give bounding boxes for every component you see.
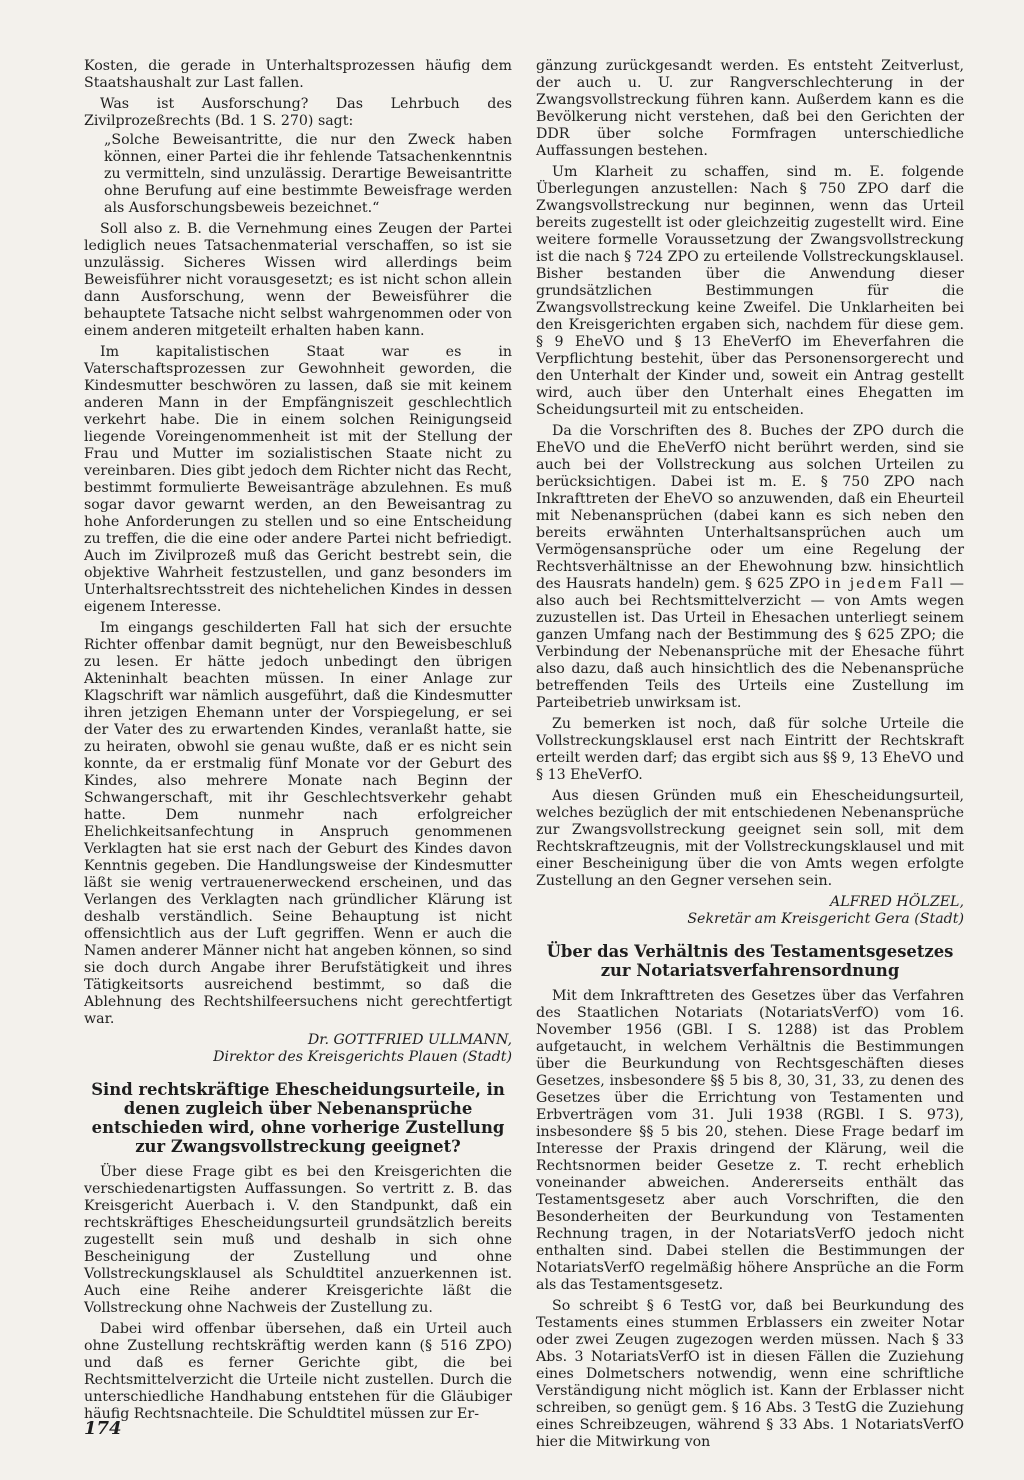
paragraph: Was ist Ausforschung? Das Lehrbuch des Zivilprozeßrechts (Bd. 1 S. 270) sagt: xyxy=(84,96,512,129)
text-run: — also auch bei Rechtsmittelverzicht — von Amts wegen zuzustellen ist. Das Urteil in Ehesachen unterliegt seinem ganzen Umfang nach der Bestimmung des § 625 ZPO; die Verbindung der Nebenansprüche mit der Ehesache führt also dazu, daß auch hinsichtlich des die Nebenansprüche betreffenden Teils des Urteils eine Zustellung im Parteibetrieb unwirksam ist. xyxy=(536,576,964,711)
paragraph: Im eingangs geschilderten Fall hat sich der ersuchte Richter offenbar damit begnügt, nur den Beweisbeschluß zu lesen. Er hätte jedoch unbedingt den übrigen Akteninhalt beachten müssen. In einer Anlage zur Klagschrift war nämlich ausgeführt, daß die Kindesmutter ihren jetzigen Ehemann unter der Vorspiegelung, er sei der Vater des zu erwartenden Kindes, veranlaßt hatte, sie zu heiraten, obwohl sie genau wußte, daß er es nicht sein konnte, da er erstmalig fünf Monate vor der Geburt des Kindes, also mehrere Monate nach Beginn der Schwangerschaft, mit ihr Geschlechtsverkehr gehabt hatte. Dem nunmehr nach erfolgreicher Ehelichkeitsanfechtung in Anspruch genommenen Verklagten hat sie erst nach der Geburt des Kindes davon Kenntnis gegeben. Die Handlungsweise der Kindesmutter läßt sie wenig vertrauenerweckend erscheinen, und das Verlangen des Verklagten nach gründlicher Klärung ist deshalb verständlich. Seine Behauptung ist nicht offensichtlich aus der Luft gegriffen. Wenn er auch die Namen anderer Männer nicht hat angeben können, so sind sie doch durch Angabe ihrer Berufstätigkeit und ihres Tätigkeitsorts ausreichend bestimmt, so daß die Ablehnung des Rechtshilfeersuchens nicht gerechtfertigt war. xyxy=(84,620,512,1027)
page-number: 174 xyxy=(84,1418,122,1439)
paragraph: Im kapitalistischen Staat war es in Vaterschaftsprozessen zur Gewohnheit geworden, die Kindesmutter beschwören zu lassen, daß sie mit keinem anderen Mann in der Empfängniszeit geschlechtlich verkehrt habe. Die in einem solchen Reinigungseid liegende Voreingenommenheit ist mit der Stellung der Frau und Mutter im sozialistischen Staate nicht zu vereinbaren. Dies gibt jedoch dem Richter nicht das Recht, bestimmt formulierte Beweisanträge abzulehnen. Es muß sogar davor gewarnt werden, an den Beweisantrag zu hohe Anforderungen zu stellen und so eine Entscheidung zu treffen, die die eine oder andere Partei nicht befriedigt. Auch im Zivilprozeß muß das Gericht bestrebt sein, die objektive Wahrheit festzustellen, und ganz besonders im Unterhaltsrechtsstreit des nichtehelichen Kindes in dessen eigenem Interesse. xyxy=(84,344,512,615)
author-name: Dr. GOTTFRIED ULLMANN, xyxy=(307,1032,512,1048)
right-column xyxy=(536,58,964,1451)
article-heading: Sind rechtskräftige Ehescheidungsurteile, in denen zugleich über Nebenansprüche entschieden wird, ohne vorherige Zustellung zur Zwangsvollstreckung geeignet? xyxy=(91,1080,505,1156)
paragraph: So schreibt § 6 TestG vor, daß bei Beurkundung des Testaments eines stummen Erblassers ein zweiter Notar oder zwei Zeugen zugezogen werden müssen. Nach § 33 Abs. 3 NotariatsVerfO ist in diesen Fällen die Zuziehung eines Dolmetschers notwendig, wenn eine schriftliche Verständigung nicht möglich ist. Kann der Erblasser nicht schreiben, so genügt gem. § 16 Abs. 3 TestG die Zuziehung eines Schreibzeugen, während § 33 Abs. 1 NotariatsVerfO hier die Mitwirkung von xyxy=(536,1298,964,1450)
paragraph: Aus diesen Gründen muß ein Ehescheidungsurteil, welches bezüglich der mit entschiedenen Nebenansprüche zur Zwangsvollstreckung geeignet sein soll, mit dem Rechtskraftzeugnis, mit der Vollstreckungsklausel und mit einer Bescheinigung über die von Amts wegen erfolgte Zustellung an den Gegner versehen sein. xyxy=(536,788,964,889)
block-quote: „Solche Beweisantritte, die nur den Zweck haben können, einer Partei die ihr fehlende Tatsachenkenntnis zu vermitteln, sind unzulässig. Derartige Beweisantritte ohne Berufung auf eine bestimmte Beweisfrage werden als Ausforschungsbeweis bezeichnet.“ xyxy=(104,132,512,216)
article-heading: Über das Verhältnis des Testamentsgesetzes zur Notariatsverfahrensordnung xyxy=(546,942,954,980)
paragraph: Zu bemerken ist noch, daß für solche Urteile die Vollstreckungsklausel erst nach Eintritt der Rechtskraft erteilt werden darf; das ergibt sich aus §§ 9, 13 EheVO und § 13 EheVerfO. xyxy=(536,716,964,783)
paragraph: Soll also z. B. die Vernehmung eines Zeugen der Partei lediglich neues Tatsachenmaterial verschaffen, so ist sie unzulässig. Sicheres Wissen wird allerdings beim Beweisführer nicht vorausgesetzt; es ist nicht schon allein dann Ausforschung, wenn der Beweisführer die behauptete Tatsache nicht selbst wahrgenommen oder von einem anderen mitgeteilt erhalten haben kann. xyxy=(84,221,512,339)
paragraph: Um Klarheit zu schaffen, sind m. E. folgende Überlegungen anzustellen: Nach § 750 ZPO darf die Zwangsvollstreckung nur beginnen, wenn das Urteil bereits zugestellt ist oder gleichzeitig zugestellt wird. Eine weitere formelle Voraussetzung der Zwangsvollstreckung ist die nach § 724 ZPO zu erteilende Vollstreckungsklausel. Bisher bestanden über die Anwendung dieser grundsätzlichen Bestimmungen für die Zwangsvollstreckung keine Zweifel. Die Unklarheiten bei den Kreisgerichten ergaben sich, nachdem für diese gem. § 9 EheVO und § 13 EheVerfO im Eheverfahren die Verpflichtung bestehit, über das Personensorgerecht und den Unterhalt der Kinder und, soweit ein Antrag gestellt wird, auch über den Unterhalt eines Ehegatten im Scheidungsurteil mit zu entscheiden. xyxy=(536,164,964,418)
paragraph: Mit dem Inkrafttreten des Gesetzes über das Verfahren des Staatlichen Notariats (NotariatsVerfO) vom 16. November 1956 (GBl. I S. 1288) ist das Problem aufgetaucht, in welchem Verhältnis die Bestimmungen über die Beurkundung von Rechtsgeschäften dieses Gesetzes, insbesondere §§ 5 bis 8, 30, 31, 33, zu denen des Gesetzes über die Errichtung von Testamenten und Erbverträgen vom 31. Juli 1938 (RGBl. I S. 973), insbesondere §§ 5 bis 20, stehen. Diese Frage bedarf im Interesse der Praxis dringend der Klärung, weil die Rechtsnormen beider Gesetze z. T. recht erheblich voneinander abweichen. Andererseits enthält das Testamentsgesetz aber auch Vorschriften, die den Besonderheiten der Beurkundung von Testamenten Rechnung tragen, in der NotariatsVerfO jedoch nicht enthalten sind. Dabei stellen die Bestimmungen der NotariatsVerfO regelmäßig höhere Ansprüche an die Form als das Testamentsgesetz. xyxy=(536,988,964,1293)
signature-block xyxy=(536,894,964,928)
paragraph: gänzung zurückgesandt werden. Es entsteht Zeitverlust, der auch u. U. zur Rangverschlechterung in der Zwangsvollstreckung führen kann. Außerdem kann es die Bevölkerung nicht verstehen, daß bei den Gerichten der DDR über solche Formfragen unterschiedliche Auffassungen bestehen. xyxy=(536,58,964,159)
left-column xyxy=(84,58,512,1423)
paragraph: Kosten, die gerade in Unterhaltsprozessen häufig dem Staatshaushalt zur Last fallen. xyxy=(84,58,512,91)
text-run: Da die Vorschriften des 8. Buches der ZPO durch die EheVO und die EheVerfO nicht berührt werden, sind sie auch bei der Vollstreckung aus solchen Urteilen zu berücksichtigen. Dabei ist m. E. § 750 ZPO nach Inkrafttreten der EheVO so anzuwenden, daß ein Eheurteil mit Nebenansprüchen (dabei kann es sich neben den bereits erwähnten Unterhaltsansprüchen auch um Vermögensansprüche oder um eine Regelung der Rechtsverhältnisse an der Ehewohnung bzw. hinsichtlich des Hausrats handeln) gem. § 625 ZPO xyxy=(536,423,964,592)
author-title: Direktor des Kreisgerichts Plauen (Stadt) xyxy=(213,1049,512,1065)
paragraph: Dabei wird offenbar übersehen, daß ein Urteil auch ohne Zustellung rechtskräftig werden kann (§ 516 ZPO) und daß es ferner Gerichte gibt, die bei Rechtsmittelverzicht die Urteile nicht zustellen. Durch die unterschiedliche Handhabung entstehen für die Gläubiger häufig Rechtsnachteile. Die Schuldtitel müssen zur Er- xyxy=(84,1321,512,1422)
author-name: ALFRED HÖLZEL, xyxy=(829,894,964,910)
signature-block xyxy=(84,1032,512,1066)
paragraph: Über diese Frage gibt es bei den Kreisgerichten die verschiedenartigsten Auffassungen. So vertritt z. B. das Kreisgericht Auerbach i. V. den Standpunkt, daß ein rechtskräftiges Ehescheidungsurteil grundsätzlich bereits zugestellt sein muß und deshalb in sich ohne Bescheinigung der Zustellung und ohne Vollstreckungsklausel als Schuldtitel anzuerkennen ist. Auch eine Reihe anderer Kreisgerichte läßt die Vollstreckung ohne Nachweis der Zustellung zu. xyxy=(84,1164,512,1316)
emphasized-text: in jedem Fall xyxy=(825,576,945,592)
paragraph xyxy=(536,423,964,712)
author-title: Sekretär am Kreisgericht Gera (Stadt) xyxy=(687,911,964,927)
